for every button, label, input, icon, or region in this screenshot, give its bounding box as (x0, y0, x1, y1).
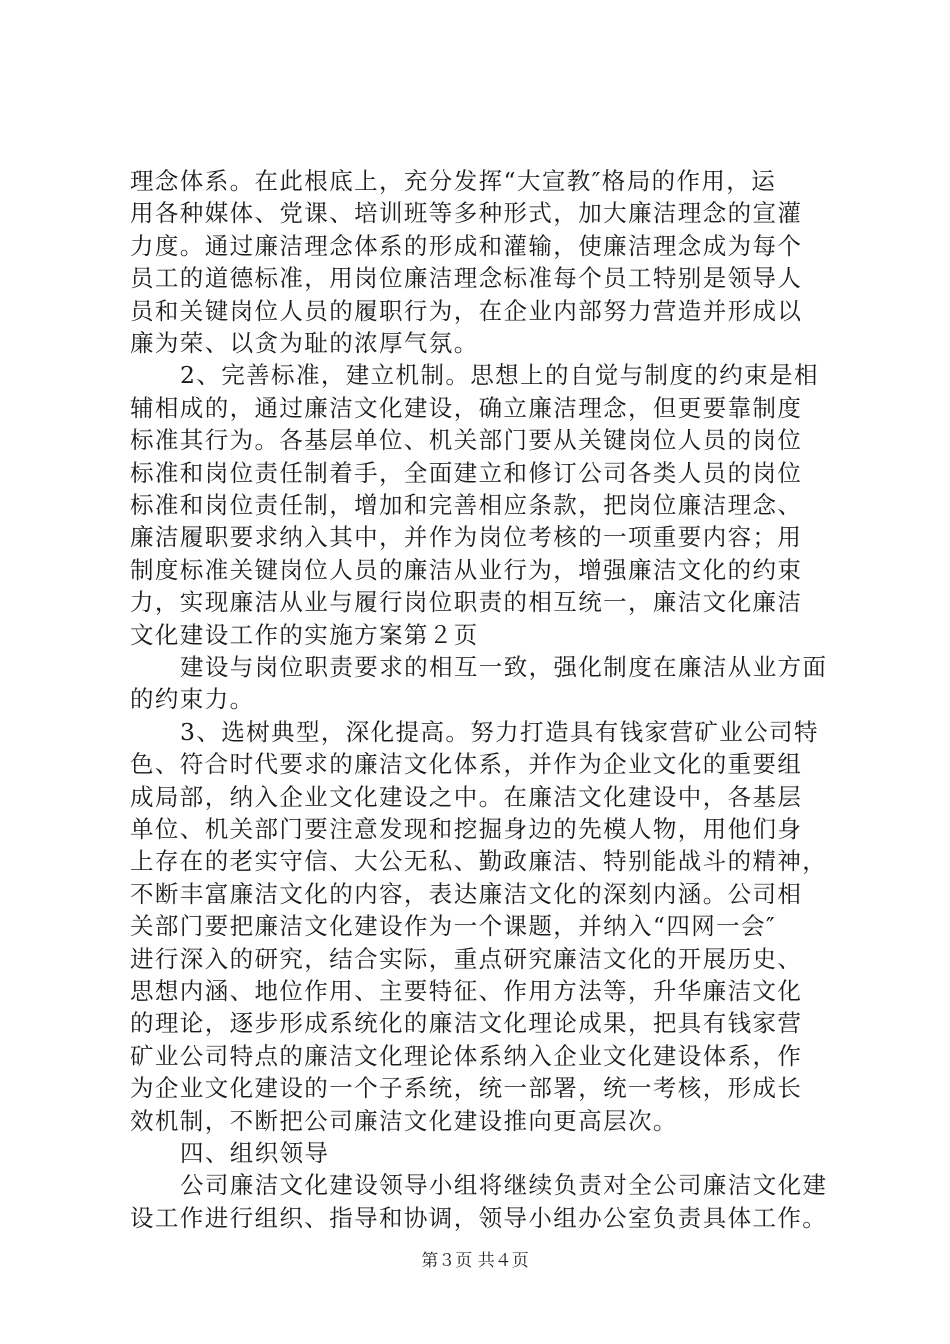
text-line: 文化建设工作的实施方案第２页 (130, 620, 479, 649)
text-line: 关部门要把廉洁文化建设作为一个课题，并纳入“四网一会″ (130, 912, 777, 941)
text-line: 为企业文化建设的一个子系统，统一部署，统一考核，形成长 (130, 1074, 803, 1103)
paragraph-start-line: 建设与岗位职责要求的相互一致，强化制度在廉洁从业方面 (180, 653, 828, 681)
text-line: 矿业公司特点的廉洁文化理论体系纳入企业文化建设体系，作 (130, 1041, 803, 1070)
text-line: 上存在的老实守信、大公无私、勤政廉洁、特别能战斗的精神， (130, 847, 828, 876)
text-line: 单位、机关部门要注意发现和挖掘身边的先模人物，用他们身 (130, 815, 803, 843)
text-line: 员和关键岗位人员的履职行为，在企业内部努力营造并形成以 (130, 296, 803, 325)
text-line: 色、符合时代要求的廉洁文化体系，并作为企业文化的重要组 (130, 750, 803, 779)
text-line: 廉洁履职要求纳入其中，并作为岗位考核的一项重要内容；用 (130, 523, 803, 552)
text-line: 的理论，逐步形成系统化的廉洁文化理论成果，把具有钱家营 (130, 1009, 803, 1038)
text-line: 制度标准关键岗位人员的廉洁从业行为，增强廉洁文化的约束 (130, 555, 803, 584)
text-line: 标准和岗位责任制，增加和完善相应条款，把岗位廉洁理念、 (130, 491, 803, 519)
text-line: 设工作进行组织、指导和协调，领导小组办公室负责具体工作。 (130, 1203, 828, 1232)
section-heading: 四、组织领导 (180, 1139, 330, 1167)
text-line: 用各种媒体、党课、培训班等多种形式，加大廉洁理念的宣灌 (130, 199, 803, 228)
text-line: 标准其行为。各基层单位、机关部门要从关键岗位人员的岗位 (130, 426, 803, 455)
text-line: 力，实现廉洁从业与履行岗位职责的相互统一，廉洁文化廉洁 (130, 588, 803, 617)
paragraph-start-line: 3、选树典型，深化提高。努力打造具有钱家营矿业公司特 (180, 717, 819, 746)
page-footer: 第３页 共４页 (421, 1251, 529, 1271)
text-line: 不断丰富廉洁文化的内容，表达廉洁文化的深刻内涵。公司相 (130, 879, 803, 908)
text-line: 标准和岗位责任制着手，全面建立和修订公司各类人员的岗位 (130, 458, 803, 487)
text-line: 的约束力。 (130, 685, 255, 714)
text-line: 进行深入的研究，结合实际，重点研究廉洁文化的开展历史、 (130, 944, 803, 973)
text-line: 廉为荣、以贪为耻的浓厚气氛。 (130, 329, 479, 357)
text-line: 理念体系。在此根底上，充分发挥“大宣教″格局的作用，运 (130, 167, 777, 195)
paragraph-start-line: 公司廉洁文化建设领导小组将继续负责对全公司廉洁文化建 (180, 1171, 828, 1200)
text-line: 力度。通过廉洁理念体系的形成和灌输，使廉洁理念成为每个 (130, 231, 803, 260)
text-line: 效机制，不断把公司廉洁文化建设推向更高层次。 (130, 1106, 678, 1135)
text-line: 思想内涵、地位作用、主要特征、作用方法等，升华廉洁文化 (130, 977, 803, 1005)
text-line: 辅相成的，通过廉洁文化建设，确立廉洁理念，但更要靠制度 (130, 393, 803, 422)
paragraph-start-line: 2、完善标准，建立机制。思想上的自觉与制度的约束是相 (180, 361, 819, 390)
text-line: 员工的道德标准，用岗位廉洁理念标准每个员工特别是领导人 (130, 264, 803, 293)
text-line: 成局部，纳入企业文化建设之中。在廉洁文化建设中，各基层 (130, 782, 803, 811)
